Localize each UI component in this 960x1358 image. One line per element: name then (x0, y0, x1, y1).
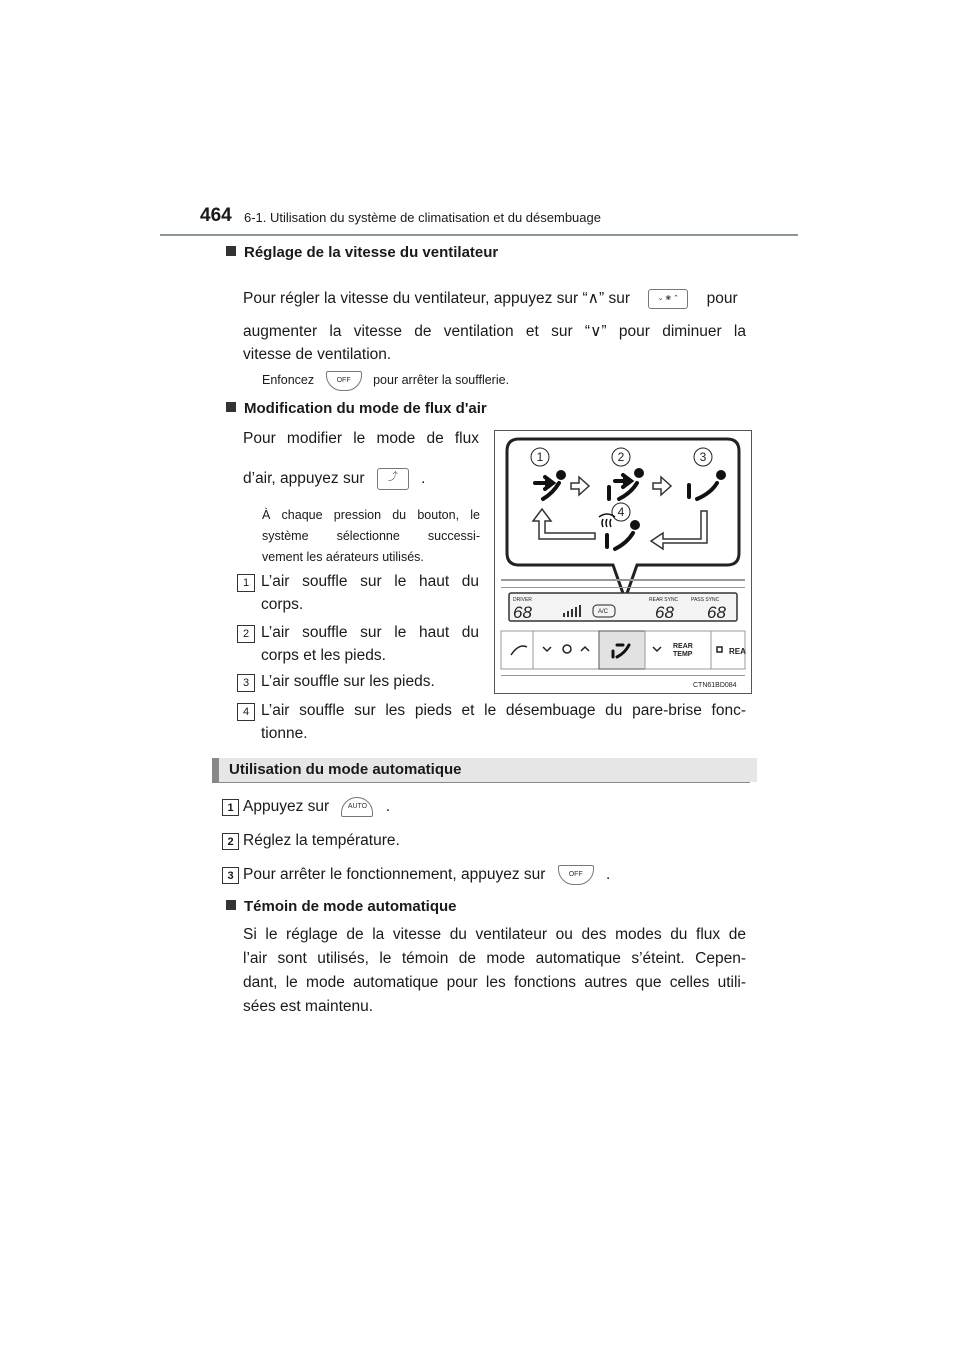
step-1-text: Appuyez sur AUTO . (243, 798, 391, 815)
chapter-title: 6-1. Utilisation du système de climatisation et du désembuage (244, 210, 601, 225)
rear-temp-label-1: REAR (673, 643, 693, 650)
header-rule (160, 234, 798, 236)
auto-indicator-line1: Si le réglage de la vitesse du ventilateur ou des modes du flux de (243, 926, 746, 943)
auto-indicator-line3: dant, le mode automatique pour les fonctions autres que celles utili- (243, 974, 746, 991)
fan-paragraph-line3: vitesse de ventilation. (243, 346, 392, 363)
rear-label: REA (729, 647, 746, 656)
auto-section-rule (212, 782, 750, 783)
item-number-1: 1 (237, 574, 255, 592)
fan-speed-button-icon: ⌄ ❀ ⌃ (648, 289, 688, 309)
rear-temp-panel-button (645, 631, 711, 669)
lcd-driver-label: DRIVER (513, 597, 532, 603)
auto-indicator-line2: l’air sont utilisés, le témoin de mode automatique s’éteint. Cepen- (243, 950, 746, 967)
item-number-2: 2 (237, 625, 255, 643)
step-number-2: 2 (222, 833, 239, 850)
panel-top-line (501, 579, 745, 581)
step-number-3: 3 (222, 867, 239, 884)
mode-number-3: 3 (699, 450, 707, 464)
item-4-line1: L’air souffle sur les pieds et le désembuage du pare-brise fonc- (261, 702, 746, 719)
airflow-paragraph-line1: Pour modifier le mode de flux (243, 430, 479, 447)
rear-temp-label-2: TEMP (673, 651, 693, 658)
step-number-1: 1 (222, 799, 239, 816)
item-3-line1: L’air souffle sur les pieds. (261, 673, 435, 690)
auto-section-title: Utilisation du mode automatique (229, 761, 462, 778)
lcd-pass-temp-1: 68 (655, 603, 674, 622)
fan-speed-heading: Réglage de la vitesse du ventilateur (226, 244, 498, 261)
airflow-figure (494, 430, 752, 694)
auto-indicator-heading: Témoin de mode automatique (226, 898, 457, 915)
item-number-3: 3 (237, 674, 255, 692)
lcd-driver-temp: 68 (513, 603, 532, 622)
airflow-note: À chaque pression du bouton, le système sélectionne successi- vement les aérateurs utilisés. (262, 508, 480, 564)
mode-number-4: 4 (617, 505, 625, 519)
fan-speed-panel-button (533, 631, 599, 669)
item-1-line2: corps. (261, 596, 304, 613)
item-1-line1: L’air souffle sur le haut du (261, 573, 479, 590)
lcd-ac-label: A/C (598, 609, 609, 615)
airflow-mode-button-icon: ⤴ (377, 468, 409, 490)
fan-paragraph-line2: augmenter la vitesse de ventilation et sur “∨” pour diminuer la (243, 323, 746, 340)
bullet-square-icon (226, 402, 236, 412)
off-button-icon-2: OFF (558, 865, 594, 885)
item-number-4: 4 (237, 703, 255, 721)
page-number: 464 (200, 205, 232, 226)
auto-section-header (212, 758, 757, 782)
figure-code: CTN61BD084 (693, 682, 737, 689)
airflow-paragraph-line2: d’air, appuyez sur ⤴ . (243, 464, 425, 494)
fan-note: Enfoncez OFF pour arrêter la soufflerie. (262, 370, 509, 391)
airflow-heading: Modification du mode de flux d'air (226, 400, 487, 417)
airflow-diagram (495, 431, 751, 693)
auto-button-icon: AUTO (341, 797, 373, 817)
mode-number-2: 2 (617, 450, 625, 464)
fan-paragraph-line1: Pour régler la vitesse du ventilateur, appuyez sur “∧” sur ⌄ ❀ ⌃ pour (243, 290, 738, 307)
panel-bottom-line (501, 675, 745, 676)
panel-line (501, 587, 745, 588)
auto-indicator-line4: sées est maintenu. (243, 998, 374, 1015)
item-4-line2: tionne. (261, 725, 308, 742)
bullet-square-icon (226, 246, 236, 256)
lcd-pass-sync-label: PASS SYNC (691, 597, 720, 603)
lcd-pass-temp-2: 68 (707, 603, 726, 622)
item-2-line2: corps et les pieds. (261, 647, 386, 664)
step-2-text: Réglez la température. (243, 832, 400, 849)
bullet-square-icon (226, 900, 236, 910)
step-3-text: Pour arrêter le fonctionnement, appuyez sur OFF . (243, 866, 611, 883)
mode-number-1: 1 (536, 450, 544, 464)
lcd-rear-sync-label: REAR SYNC (649, 597, 679, 603)
item-2-line1: L’air souffle sur le haut du (261, 624, 479, 641)
off-button-icon: OFF (326, 371, 362, 391)
airflow-mode-panel-button (599, 631, 645, 669)
